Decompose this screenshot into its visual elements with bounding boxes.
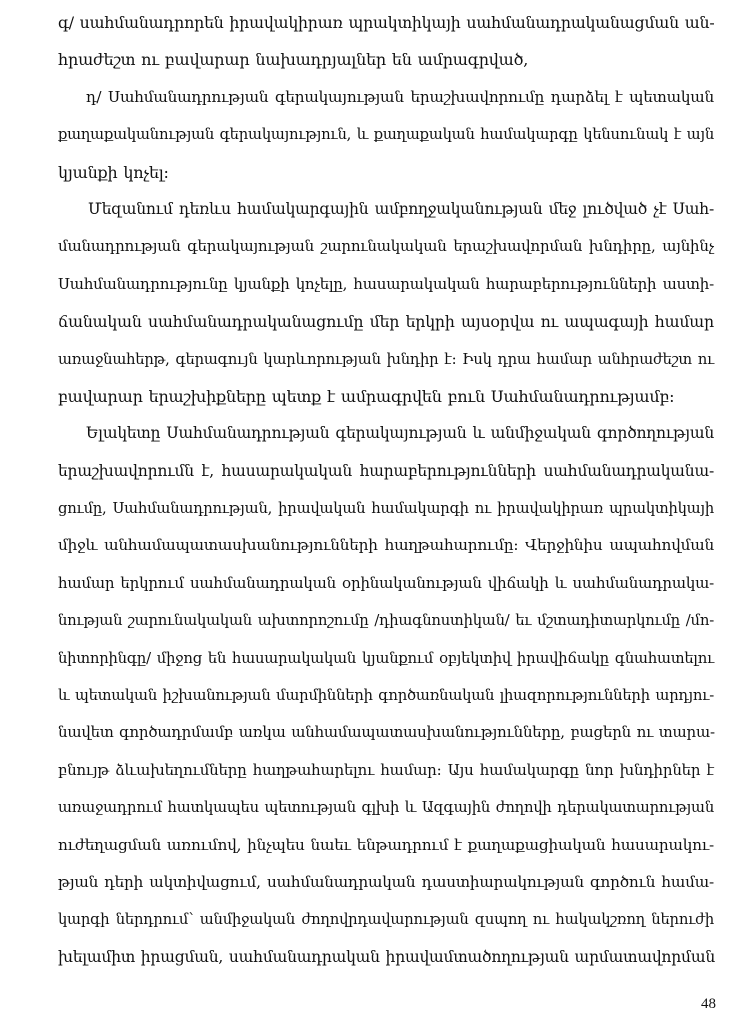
text-line: Մեզանում դեռևս համակարգային ամբողջականության մեջ լուծված չէ Սահ-: [88, 199, 714, 218]
text-line: ցումը, Սահմանադրության, իրավական համակարգի ու իրավակիրառ պրակտիկայի: [58, 500, 714, 518]
text-line: Ելակետը Սահմանադրության գերակայության և անմիջական գործողության: [86, 424, 714, 443]
text-line: ճանական սահմանադրականացումը մեր երկրի այսօրվա ու ապագայի համար: [58, 312, 714, 332]
text-line: կյանքի կոչել:: [58, 162, 169, 182]
text-line: գ/ սահմանադրորեն իրավակիրառ պրակտիկայի սահմանադրականացման ան-: [58, 13, 715, 32]
text-line: դ/ Սահմանադրության գերակայության երաշխավորումը դարձել է պետական: [86, 87, 714, 106]
text-line: կարգի ներդրում՝ անմիջական ժողովրդավարության զսպող ու հակակշռող ներուժի: [58, 911, 714, 929]
text-line: բնույթ ձևախեղումները հաղթահարելու համար: Այս համակարգը նոր խնդիրներ է: [58, 760, 714, 779]
text-line: առաջնահերթ, գերագույն կարևորության խնդիր է: Իսկ դրա համար անհրաժեշտ ու: [58, 350, 714, 368]
text-line: խելամիտ իրացման, սահմանադրական իրավամտածողության արմատավորման: [58, 947, 715, 966]
text-line: Սահմանադրությունը կյանքի կոչելը, հասարակական հարաբերությունների աստի-: [58, 274, 714, 293]
text-line: նավետ գործադրմամբ առկա անհամապատասխանությունները, բացերն ու տարա-: [58, 723, 715, 742]
text-line: բավարար երաշխիքները պետք է ամրագրվեն բուն Սահմանադրությամբ:: [58, 386, 675, 406]
text-line: երաշխավորումն է, հասարակական հարաբերությունների սահմանադրականա-: [58, 461, 714, 480]
text-line: նիտորինգը/ միջոց են հասարակական կյանքում օբյեկտիվ իրավիճակը գնահատելու: [58, 649, 714, 667]
text-line: առաջադրում հատկապես պետության գլխի և Ազգային ժողովի դերակատարության: [58, 799, 714, 817]
text-line: մանադրության գերակայության շարունակական երաշխավորման խնդիրը, այնինչ: [58, 237, 714, 256]
text-line: համար երկրում սահմանադրական օրինականության վիճակի և սահմանադրակա-: [58, 573, 714, 592]
text-line: հրաժեշտ ու բավարար նախադրյալներ են ամրագրված,: [58, 50, 529, 70]
page-number: 48: [701, 996, 716, 1012]
text-line: միջև անհամապատասխանությունների հաղթահարումը: Վերջինիս ապահովման: [58, 536, 714, 555]
text-line: քաղաքականության գերակայություն, և քաղաքական համակարգը կենսունակ է այն: [58, 126, 714, 144]
text-line: թյան դերի ակտիվացում, սահմանադրական դաստիարակության գործուն համա-: [58, 872, 714, 891]
document-body: [58, 4, 714, 1004]
text-line: ուժեղացման առումով, ինչպես նաեւ ենթադրում է քաղաքացիական հասարակու-: [58, 835, 714, 854]
text-line: և պետական իշխանության մարմինների գործառնական լիազորությունների արդյու-: [58, 687, 714, 705]
text-line: նության շարունակական ախտորոշումը /դիագնոստիկան/ եւ մշտադիտարկումը /մո-: [58, 612, 714, 630]
